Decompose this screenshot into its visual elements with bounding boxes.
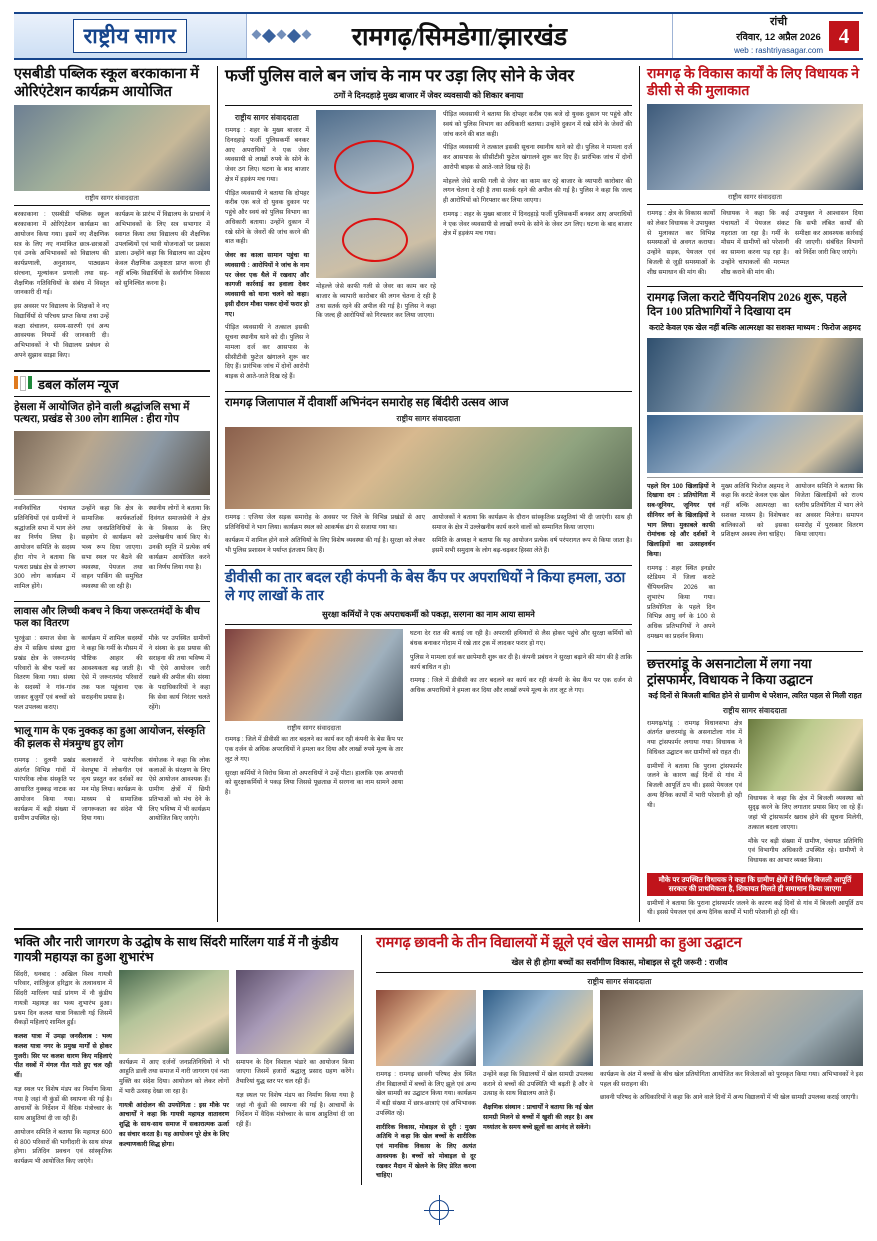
body-text: मोहल्ले जेसे काफी गली से जेवर का काम कर रहे बाजार के व्यापारी कारोबार की लगन चेतना दे रही है तथा सतर्क रहने की अपील की गई है। पुलिस ने कहा कि जल्द ही आरोपियों को गिरफ्तार कर लिया जाएगा। bbox=[316, 283, 436, 320]
masthead-meta bbox=[672, 14, 863, 58]
photo-school-gate bbox=[376, 990, 476, 1066]
body-text: कार्यक्रम में शामिल सदस्यों ने कहा कि गर्मी के मौसम में पौष्टिक आहार की आवश्यकता बढ़ जाती है। ऐसे में जरूरतमंद परिवारों तक फल पहुंचाना एक सराहनीय प्रयास है। bbox=[81, 635, 143, 701]
body-text: पुलिस ने मामला दर्ज कर छापेमारी शुरू कर दी है। कंपनी प्रबंधन ने सुरक्षा बढ़ाने की मांग की है ताकि कार्य बाधित न हो। bbox=[410, 653, 632, 671]
masthead bbox=[14, 12, 863, 60]
photo-mla-dc-meeting bbox=[647, 104, 863, 190]
body-text: रामगढ़ : शहर के मुख्य बाजार में दिनदहाड़े फर्जी पुलिसकर्मी बनकर आए अपराधियों ने एक जेवर व्यवसायी से लाखों रुपये के सोने के जेवर ठग लिए। घटना के बाद बाजार क्षेत्र में हड़कंप मच गया। bbox=[225, 127, 309, 183]
column-center bbox=[217, 66, 640, 922]
photo-yagya-mandap bbox=[236, 970, 354, 1054]
body-text: विधायक ने कहा कि कई पंचायतों में पेयजल संकट गहराता जा रहा है। गर्मी के मौसम में ग्रामीणों को परेशानी का सामना करना पड़ रहा है। उन्होंने चापाकलों की मरम्मत शीघ्र कराने की मांग की। bbox=[721, 210, 789, 276]
highlight-bar-transformer: मौके पर उपस्थित विधायक ने कहा कि ग्रामीण क्षेत्रों में निर्बाध बिजली आपूर्ति सरकार की प्राथमिकता है, शिकायत मिलते ही समाधान किया जाएगा bbox=[647, 873, 863, 896]
body-subhead: पहले दिन 100 खिलाड़ियों ने दिखाया दम : प्रतियोगिता में सब-जूनियर, जूनियर एवं सीनियर वर्ग के खिलाड़ियों ने भाग लिया। मुकाबले काफी रोमांचक रहे और दर्शकों ने खिलाड़ियों का उत्साहवर्धन किया। bbox=[647, 482, 715, 558]
body-text: सुरक्षा कर्मियों ने विरोध किया तो अपराधियों ने उन्हें पीटा। हालांकि एक अपराधी को सुरक्षाकर्मियों ने पकड़ लिया जिससे पूछताछ में सरगना का नाम सामने आया है। bbox=[225, 769, 403, 797]
body-text: यज्ञ स्थल पर विशेष मंडप का निर्माण किया गया है जहां नौ कुंडों की स्थापना की गई है। आचार्यों के निर्देशन में वैदिक मंत्रोच्चार के साथ आहुतियां दी जा रही हैं। bbox=[236, 1091, 354, 1129]
body-text: संयोजक ने कहा कि लोक कलाओं के संरक्षण के लिए ऐसे आयोजन आवश्यक हैं। ग्रामीण क्षेत्रों में छिपी प्रतिभाओं को मंच देने के लिए भविष्य में भी कार्यक्रम आयोजित किए जाएंगे। bbox=[148, 756, 210, 823]
body-text: उन्होंने कहा कि क्षेत्र के सामाजिक कार्यकर्ताओं तथा जनप्रतिनिधियों के सहयोग से कार्यक्रम को भव्य रूप दिया जाएगा। सभा स्थल पर बैठने की व्यवस्था, पेयजल तथा वाहन पार्किंग की समुचित व्यवस्था की जा रही है। bbox=[81, 505, 143, 591]
kicker-transformer-inauguration: कई दिनों से बिजली बाधित होने से ग्रामीण थे परेशान, त्वरित पहल से मिली राहत bbox=[648, 691, 862, 701]
photo-dvc-arrest bbox=[225, 629, 403, 721]
body-text: बरकाकाना : एसबीडी पब्लिक स्कूल बरकाकाना में ओरिएंटेशन कार्यक्रम का आयोजन किया गया। इसमें नए शैक्षणिक सत्र के लिए नए नामांकित छात्र-छात्राओं एवं उनके अभिभावकों को विद्यालय की कार्यप्रणाली, अनुशासन, पाठ्यक्रम संरचना, मूल्यांकन प्रणाली तथा सह-शैक्षणिक गतिविधियों के संबंध में विस्तृत जानकारी दी गई। bbox=[14, 211, 109, 297]
body-text: कार्यक्रम के अंत में बच्चों के बीच खेल प्रतियोगिता आयोजित कर विजेताओं को पुरस्कृत किया गया। अभिभावकों ने इस पहल की सराहना की। bbox=[600, 1070, 863, 1088]
body-text: मौके पर बड़ी संख्या में ग्रामीण, पंचायत प्रतिनिधि एवं विभागीय अधिकारी उपस्थित रहे। ग्रामीणों ने विधायक का आभार व्यक्त किया। bbox=[748, 837, 863, 865]
body-text: मुख्य अतिथि फिरोज अहमद ने कहा कि कराटे केवल एक खेल नहीं बल्कि आत्मरक्षा का सशक्त माध्यम है। विशेषकर बालिकाओं को इसका प्रशिक्षण अवश्य लेना चाहिए। bbox=[721, 482, 789, 539]
body-text: रामगढ़/मांडू : रामगढ़ विधानसभा क्षेत्र अंतर्गत छत्तरमांडू के असनाटोला गांव में नया ट्रांसफार्मर लगाया गया। विधायक ने विधिवत उद्घाटन कर ग्रामीणों को राहत दी। bbox=[647, 719, 742, 756]
registration-mark-icon bbox=[429, 1200, 449, 1220]
photo-school-children bbox=[483, 990, 593, 1066]
body-text: घटना देर रात की बताई जा रही है। अपराधी हथियारों से लैस होकर पहुंचे और सुरक्षा कर्मियों को बंधक बनाकर गोदाम में रखे तार ट्रक में लादकर फरार हो गए। bbox=[410, 630, 632, 648]
body-text: स्थानीय लोगों ने बताया कि दिवंगत समाजसेवी ने क्षेत्र के विकास के लिए उल्लेखनीय कार्य किए थे। उनकी स्मृति में प्रत्येक वर्ष कार्यक्रम आयोजित करने का निर्णय लिया गया है। bbox=[148, 505, 210, 571]
body-text: रामगढ़ : एजिया जेल सड़क समारोह के अवसर पर जिले के विभिन्न प्रखंडों से आए प्रतिनिधियों ने भाग लिया। कार्यक्रम स्थल को आकर्षक ढंग से सजाया गया था। bbox=[225, 513, 425, 531]
kicker-dvc-cable-attack: सुरक्षा कर्मियों ने एक अपराधकर्मी को पकड़ा, सरगना का नाम आया सामने bbox=[322, 610, 535, 620]
body-text: कलाकारों ने पारंपरिक वेशभूषा में लोकगीत एवं नृत्य प्रस्तुत कर दर्शकों का मन मोह लिया। कार्यक्रम के माध्यम से सामाजिक जागरूकता का संदेश भी दिया गया। bbox=[81, 756, 143, 823]
body-text: आयोजकों ने बताया कि कार्यक्रम के दौरान सांस्कृतिक प्रस्तुतियां भी दी जाएंगी। साथ ही समाज के क्षेत्र में उल्लेखनीय कार्य करने वालों को सम्मानित किया जाएगा। bbox=[432, 513, 632, 531]
body-text: विधायक ने कहा कि क्षेत्र में बिजली व्यवस्था को सुदृढ़ करने के लिए लगातार प्रयास किए जा रहे हैं। जहां भी ट्रांसफार्मर खराब होने की सूचना मिलेगी, तत्काल बदला जाएगा। bbox=[748, 794, 863, 831]
photo-karate-group bbox=[647, 415, 863, 473]
headline-fake-police-theft: फर्जी पुलिस वाले बन जांच के नाम पर उड़ा लिए सोने के जेवर bbox=[225, 66, 575, 85]
kicker-fake-police-theft: ठगों ने दिनदहाड़े मुख्य बाजार में जेवर व्यवसायी को शिकार बनाया bbox=[333, 91, 524, 101]
body-text: रामगढ़ : शहर के मुख्य बाजार में दिनदहाड़े फर्जी पुलिसकर्मी बनकर आए अपराधियों ने एक जेवर व्यवसायी से लाखों रुपये के सोने के जेवर ठग लिए। घटना के बाद बाजार क्षेत्र में हड़कंप मच गया। bbox=[443, 210, 632, 238]
column-left bbox=[14, 66, 210, 922]
body-text: रामगढ़ : दुलमी प्रखंड अंतर्गत विभिन्न गांवों में पारंपरिक लोक संस्कृति पर आधारित नुक्कड़ नाटक का आयोजन किया गया। कार्यक्रम में बड़ी संख्या में ग्रामीण उपस्थित रहे। bbox=[14, 756, 76, 823]
headline-transformer-inauguration: छत्तरमांडू के असनाटोला में लगा नया ट्रांसफार्मर, विधायक ने किया उद्घाटन bbox=[647, 655, 813, 687]
body-text: आयोजन समिति ने बताया कि विजेता खिलाड़ियों को राज्य स्तरीय प्रतियोगिता में भाग लेने का अवसर मिलेगा। समापन समारोह में पुरस्कार वितरण किया जाएगा। bbox=[795, 482, 863, 539]
headline-dvc-cable-attack: डीवीसी का तार बदल रही कंपनी के बेस कैंप पर अपराधियों ने किया हमला, उठा ले गए लाखों के तार bbox=[225, 569, 626, 604]
headline-nukkad-natak: भालू गाम के एक नुक्कड़ का हुआ आयोजन, संस्कृति की झलक से मंत्रमुग्ध हुए लोग bbox=[14, 726, 206, 751]
photo-jilapal-samaroh bbox=[225, 427, 632, 509]
photo-transformer bbox=[748, 719, 863, 791]
column-right bbox=[647, 66, 863, 922]
photo-caption: राष्ट्रीय सागर संवाददाता bbox=[84, 195, 140, 203]
byline: राष्ट्रीय सागर संवाददाता bbox=[587, 976, 652, 986]
body-text: इस अवसर पर विद्यालय के शिक्षकों ने नए विद्यार्थियों से परिचय प्राप्त किया तथा उन्हें कक्षा संचालन, समय-सारणी एवं अन्य आवश्यक नियमों की जानकारी दी। अभिभावकों ने भी विद्यालय प्रबंधन से अपने सुझाव साझा किए। bbox=[14, 303, 109, 359]
body-text: पीड़ित व्यवसायी ने तत्काल इसकी सूचना स्थानीय थाने को दी। पुलिस ने मामला दर्ज कर आसपास के सीसीटीवी फुटेज खंगालने शुरू कर दिए हैं। प्रारंभिक जांच में दोनों आरोपी बाइक से आते-जाते दिख रहे हैं। bbox=[443, 144, 632, 171]
body-text: ग्रामीणों ने बताया कि पुराना ट्रांसफार्मर जलने के कारण कई दिनों से गांव में बिजली आपूर्ति ठप थी। इससे पेयजल एवं अन्य दैनिक कार्यों में भारी परेशानी हो रही थी। bbox=[647, 762, 742, 809]
masthead-city: रांची bbox=[769, 16, 788, 29]
photo-caption: राष्ट्रीय सागर संवाददाता bbox=[286, 725, 342, 733]
body-text: कार्यक्रम में शामिल होने वाले अतिथियों के लिए विशेष व्यवस्था की गई है। सुरक्षा को लेकर भी पुलिस प्रशासन ने पर्याप्त इंतजाम किए हैं। bbox=[225, 537, 425, 555]
body-subhead: शैक्षणिक संस्थान : प्राचार्यों ने बताया कि नई खेल सामग्री मिलने से बच्चों में खुशी की लहर है। अब मध्यांतर के समय बच्चे झूलों का आनंद ले सकेंगे। bbox=[483, 1104, 593, 1131]
body-text: आयोजन समिति ने बताया कि महायज्ञ 600 से 800 परिवारों की भागीदारी के साथ संपन्न होगा। प्रतिदिन प्रवचन एवं सांस्कृतिक कार्यक्रम भी आयोजित किए जाएंगे। bbox=[14, 1128, 112, 1166]
body-text: पीड़ित व्यवसायी ने तत्काल इसकी सूचना स्थानीय थाने को दी। पुलिस ने मामला दर्ज कर आसपास के सीसीटीवी फुटेज खंगालने शुरू कर दिए हैं। प्रारंभिक जांच में दोनों आरोपी बाइक से आते-जाते दिख रहे हैं। bbox=[225, 324, 309, 381]
body-text: रामगढ़ : क्षेत्र के विकास कार्यों को लेकर विधायक ने उपायुक्त से मुलाकात कर विभिन्न समस्याओं से अवगत कराया। उन्होंने सड़क, पेयजल एवं बिजली से जुड़ी समस्याओं के शीघ्र समाधान की मांग की। bbox=[647, 210, 715, 276]
body-text: समिति के अध्यक्ष ने बताया कि यह आयोजन प्रत्येक वर्ष परंपरागत रूप से किया जाता है। इसमें सभी समुदाय के लोग बढ़-चढ़कर हिस्सा लेते हैं। bbox=[432, 537, 632, 555]
body-text: सिंदरी, धनबाद : अखिल विश्व गायत्री परिवार, शांतिकुंज हरिद्वार के तत्वावधान में सिंदरी मारिंलग यार्ड प्रांगण में नौ कुंडीय गायत्री महायज्ञ का भव्य शुभारंभ हुआ। प्रथम दिन कलश यात्रा निकाली गई जिसमें सैकड़ों महिलाएं शामिल हुईं। bbox=[14, 970, 112, 1027]
masthead-edition-title bbox=[247, 14, 672, 58]
bottom-section bbox=[14, 935, 863, 1185]
bottom-left-story bbox=[14, 935, 362, 1185]
headline-mla-dc-meeting: रामगढ़ के विकास कार्यों के लिए विधायक ने डीसी से की मुलाकात bbox=[647, 67, 860, 100]
byline: राष्ट्रीय सागर संवाददाता bbox=[234, 113, 300, 123]
page-number: 4 bbox=[829, 21, 859, 51]
photo-caption: राष्ट्रीय सागर संवाददाता bbox=[727, 194, 783, 202]
body-text: ग्रामीणों ने बताया कि पुराना ट्रांसफार्मर जलने के कारण कई दिनों से गांव में बिजली आपूर्ति ठप थी। इससे पेयजल एवं अन्य दैनिक कार्यों में भारी परेशानी हो रही थी। bbox=[647, 899, 863, 917]
byline: राष्ट्रीय सागर संवाददाता bbox=[396, 413, 461, 423]
body-text: मौके पर उपस्थित ग्रामीणों ने संस्था के इस प्रयास की सराहना की तथा भविष्य में भी ऐसे आयोजन जारी रखने की अपील की। संस्था के पदाधिकारियों ने कहा कि सेवा कार्य निरंतर चलते रहेंगे। bbox=[148, 635, 210, 711]
photo-sbd-school bbox=[14, 105, 210, 191]
body-text: नवनिर्वाचित पंचायत प्रतिनिधियों एवं ग्रामीणों ने श्रद्धांजलि सभा में भाग लेने का निर्णय लिया है। आयोजन समिति के सदस्य हीरा गोप ने बताया कि पत्थरा प्रखंड क्षेत्र से लगभग 300 लोग कार्यक्रम में शामिल होंगे। bbox=[14, 505, 76, 591]
body-subhead: शारीरिक विकास, मोबाइल से दूरी : मुख्य अतिथि ने कहा कि खेल बच्चों के शारीरिक एवं मानसिक विकास के लिए अत्यंत आवश्यक है। बच्चों को मोबाइल से दूर रखकर मैदान में खेलने के लिए प्रेरित करना चाहिए। bbox=[376, 1123, 476, 1180]
masthead-date: रविवार, 12 अप्रैल 2026 bbox=[736, 32, 821, 44]
body-text: कार्यक्रम में आए दर्जनों जनप्रतिनिधियों ने भी आहुति डाली तथा समाज में नारी जागरण एवं नशा मुक्ति का संदेश दिया। आयोजन को लेकर लोगों में भारी उत्साह देखा जा रहा है। bbox=[119, 1058, 229, 1095]
body-text: समापन के दिन विशाल भंडारे का आयोजन किया जाएगा जिसमें हजारों श्रद्धालु प्रसाद ग्रहण करेंगे। तैयारियां युद्ध स्तर पर चल रही हैं। bbox=[236, 1058, 354, 1086]
tricolor-stripes-icon bbox=[14, 376, 32, 391]
headline-school-swings-inauguration: रामगढ़ छावनी के तीन विद्यालयों में झूले एवं खेल सामग्री का हुआ उद्घाटन bbox=[376, 935, 742, 952]
byline: राष्ट्रीय सागर संवाददाता bbox=[722, 705, 788, 715]
bottom-right-story bbox=[369, 935, 863, 1185]
headline-fruit-distribution: लावास और लिच्ची कबच ने किया जरूरतमंदों के बीच फल का वितरण bbox=[14, 605, 200, 630]
photo-cctv-theft bbox=[316, 110, 436, 278]
section-banner-double-column bbox=[14, 370, 210, 397]
body-text: पीड़ित व्यवसायी ने बताया कि दोपहर करीब एक बजे दो युवक दुकान पर पहुंचे और स्वयं को पुलिस विभाग का अधिकारी बताया। उन्होंने दुकान में रखे सोने के जेवरों की जांच करने की बात कही। bbox=[443, 111, 632, 138]
body-text: उन्होंने कहा कि विद्यालयों में खेल सामग्री उपलब्ध कराने से बच्चों की उपस्थिति भी बढ़ती है और वे उत्साह के साथ विद्यालय आते हैं। bbox=[483, 1070, 593, 1098]
body-text: छावनी परिषद के अधिकारियों ने कहा कि आने वाले दिनों में अन्य विद्यालयों में भी खेल सामग्री उपलब्ध कराई जाएगी। bbox=[600, 1094, 859, 1102]
body-subhead: कलश यात्रा में उमड़ा जनसैलाब : भव्य कलश यात्रा नगर के प्रमुख मार्गों से होकर गुजरी। सिर पर कलश धारण किए महिलाएं पीत वस्त्रों में मंगल गीत गाते हुए चल रही थीं। bbox=[14, 1033, 112, 1080]
top-section bbox=[14, 66, 863, 922]
body-text: रामगढ़ : जिले में डीवीसी का तार बदलने का कार्य कर रही कंपनी के बेस कैंप पर एक दर्जन से अधिक अपराधियों ने हमला कर दिया और लाखों रुपये मूल्य के तार लूट ले गए। bbox=[410, 677, 632, 695]
body-subhead: गायत्री आंदोलन की उपयोगिता : इस मौके पर आचार्यों ने कहा कि गायत्री महायज्ञ वातावरण शुद्धि के साथ-साथ समाज में सकारात्मक ऊर्जा का संचार करता है। यह आयोजन पूरे क्षेत्र के लिए कल्याणकारी सिद्ध होगा। bbox=[119, 1101, 229, 1148]
edition-title: रामगढ़/सिमडेगा/झारखंड bbox=[351, 24, 568, 51]
body-text: रामगढ़ : रामगढ़ छावनी परिषद क्षेत्र स्थित तीन विद्यालयों में बच्चों के लिए झूले एवं अन्य खेल सामग्री का उद्घाटन किया गया। कार्यक्रम में बड़ी संख्या में छात्र-छात्राएं एवं अभिभावक उपस्थित रहे। bbox=[376, 1070, 476, 1117]
headline-karate-championship: रामगढ़ जिला कराटे चैंपियनशिप 2026 शुरू, पहले दिन 100 प्रतिभागियों ने दिखाया दम bbox=[647, 292, 847, 319]
body-text: मोहल्ले जेसे काफी गली से जेवर का काम कर रहे बाजार के व्यापारी कारोबार की लगन चेतना दे रही है तथा सतर्क रहने की अपील की गई है। पुलिस ने कहा कि जल्द ही आरोपियों को गिरफ्तार कर लिया जाएगा। bbox=[443, 177, 632, 205]
masthead-logo-area bbox=[14, 14, 247, 58]
photo-hesla-meeting bbox=[14, 431, 210, 495]
headline-gayatri-mahayagya: भक्ति और नारी जागरण के उद्घोष के साथ सिंदरी मारिंलग यार्ड में नौ कुंडीय गायत्री महायज्ञ का हुआ शुभारंभ bbox=[14, 935, 339, 965]
body-text: यज्ञ स्थल पर विशेष मंडप का निर्माण किया गया है जहां नौ कुंडों की स्थापना की गई है। आचार्यों के निर्देशन में वैदिक मंत्रोच्चार के साथ आहुतियां दी जा रही हैं। bbox=[14, 1085, 112, 1123]
body-text: पीड़ित व्यवसायी ने बताया कि दोपहर करीब एक बजे दो युवक दुकान पर पहुंचे और स्वयं को पुलिस विभाग का अधिकारी बताया। उन्होंने दुकान में रखे सोने के जेवरों की जांच करने की बात कही। bbox=[225, 189, 309, 246]
kicker-school-swings: खेल से ही होगा बच्चों का सर्वांगीण विकास, मोबाइल से दूरी जरूरी : राजीव bbox=[511, 957, 728, 967]
body-text: रामगढ़ : जिले में डीवीसी का तार बदलने का कार्य कर रही कंपनी के बेस कैंप पर एक दर्जन से अधिक अपराधियों ने हमला कर दिया और लाखों रुपये मूल्य के तार लूट ले गए। bbox=[225, 736, 403, 763]
headline-sbd-school: एसबीडी पब्लिक स्कूल बरकाकाना में ओरिएंटेशन कार्यक्रम आयोजित bbox=[14, 66, 199, 100]
body-text: उपायुक्त ने आश्वासन दिया कि सभी लंबित कार्यों की समीक्षा कर आवश्यक कार्रवाई की जाएगी। संबंधित विभागों को निर्देश जारी किए जाएंगे। bbox=[795, 210, 863, 257]
publication-logo: राष्ट्रीय सागर bbox=[73, 19, 188, 53]
body-subhead: जेवर का काला सामान पहुंचा था व्यवसायी : आरोपियों ने जांच के नाम पर जेवर एक थैले में रखवाए और कागजी कार्रवाई का हवाला देकर व्यवसायी को थाना चलने को कहा। इसी दौरान मौका पाकर दोनों फरार हो गए। bbox=[225, 252, 309, 318]
kicker-karate-championship: कराटे केवल एक खेल नहीं बल्कि आत्मरक्षा का सशक्त माध्यम : फिरोज अहमद bbox=[649, 323, 861, 333]
headline-hesla-meeting: हेसला में आयोजित होने वाली श्रद्धांजलि सभा में पत्थरा, प्रखंड से 300 लोग शामिल : हीरा गोप bbox=[14, 401, 190, 426]
body-text: कार्यक्रम के प्रारंभ में विद्यालय के प्राचार्य ने अभिभावकों के लिए सत्र सभागार में स्वागत किया तथा विद्यालय की शैक्षणिक उपलब्धियों एवं भावी योजनाओं पर प्रकाश डाला। उन्होंने कहा कि विद्यालय का उद्देश्य केवल शैक्षणिक उत्कृष्टता प्राप्त करना ही नहीं बल्कि विद्यार्थियों के सर्वांगीण विकास को सुनिश्चित करना है। bbox=[115, 211, 210, 287]
photo-kalash-yatra bbox=[119, 970, 229, 1054]
body-text: भुरकुंडा : समाज सेवा के क्षेत्र में सक्रिय संस्था द्वारा प्रखंड क्षेत्र के जरूरतमंद परिवारों के बीच फलों का वितरण किया गया। संस्था के सदस्यों ने गांव-गांव जाकर बुजुर्गों एवं बच्चों को फल उपलब्ध कराए। bbox=[14, 635, 76, 711]
headline-jilapal-samaroh: रामगढ़ जिलापाल में दीवार्शी अभिनंदन समारोह सह बिंदीरी उत्सव आज bbox=[225, 396, 509, 409]
masthead-website: web : rashtriyasagar.com bbox=[734, 46, 823, 56]
photo-school-swings bbox=[600, 990, 863, 1066]
diamond-ornament-icon bbox=[253, 31, 310, 41]
photo-karate-stage bbox=[647, 338, 863, 412]
body-text: रामगढ़ : शहर स्थित इनडोर स्टेडियम में जिला कराटे चैंपियनशिप 2026 का शुभारंभ किया गया। प्रतियोगिता के पहले दिन विभिन्न आयु वर्ग के 100 से अधिक प्रतिभागियों ने अपने दमखम का प्रदर्शन किया। bbox=[647, 564, 715, 640]
section-banner-label: डबल कॉलम न्यूज bbox=[38, 376, 119, 392]
